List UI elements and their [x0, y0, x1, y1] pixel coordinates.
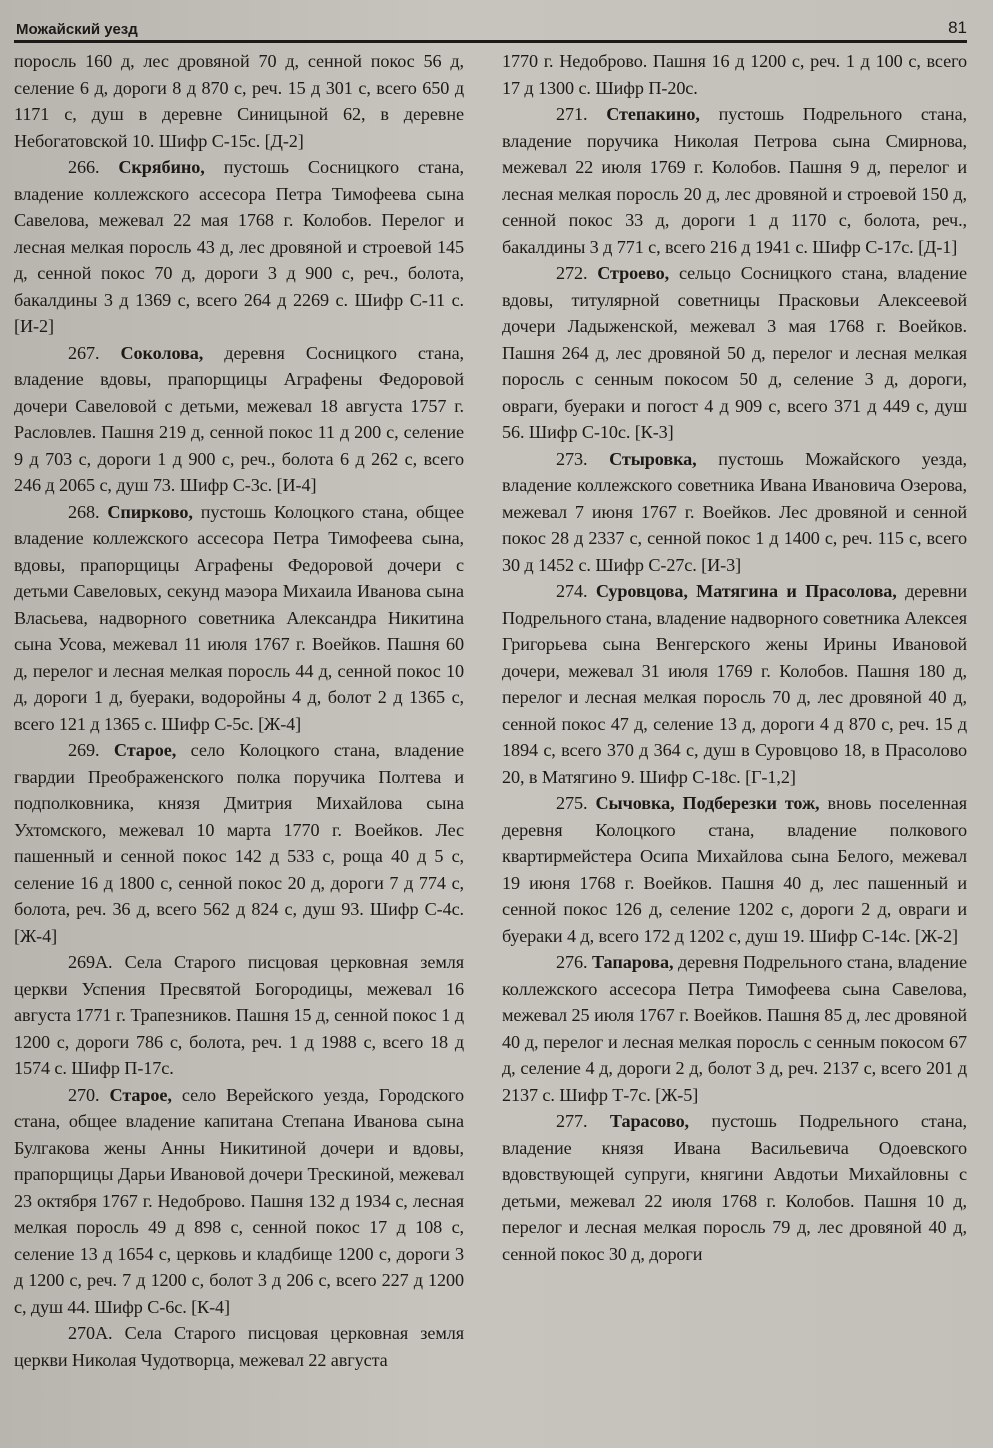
entry-text: пустошь Можайского уезда, владение коллежского советника Ивана Ивановича Озерова, межевал 7 июня 1767 г. Воейков. Лес дровяной и сенной покос 28 д 2337 с, сенной покос 1 д 1400 с, реч. 115 с, всего 30 д 1452 с. Шифр С-27с. [И-3]	[502, 448, 967, 575]
catalog-entry	[502, 578, 967, 790]
entry-name: Соколова,	[120, 342, 204, 363]
entry-text: 1770 г. Недоброво. Пашня 16 д 1200 с, реч. 1 д 100 с, всего 17 д 1300 с. Шифр П-20с.	[502, 51, 967, 98]
catalog-entry	[502, 1108, 967, 1267]
entry-number: 277.	[556, 1111, 588, 1131]
continued-text	[502, 48, 967, 101]
entry-name: Степакино,	[606, 104, 700, 124]
catalog-entry	[14, 949, 464, 1082]
right-column	[502, 48, 967, 1373]
page-number: 81	[948, 18, 967, 37]
entry-number: 267.	[68, 342, 100, 363]
entry-name: Сычовка, Подберезки тож,	[595, 793, 820, 813]
text-columns	[14, 48, 967, 1373]
page-header	[14, 12, 967, 43]
entry-number: 276.	[556, 952, 588, 972]
entry-name: Тапарова,	[591, 952, 674, 972]
entry-text: пустошь Подрельного стана, владение поручика Николая Петрова сына Смирнова, межевал 22 июля 1769 г. Колобов. Пашня 9 д, перелог и лесная мелкая поросль 20 д, лес дровяной и строевой 150 д, сенной покос 33 д, дороги 1 д 1170 с, болота, реч., бакалдины 3 д 771 с, всего 216 д 1941 с. Шифр С-17с. [Д-1]	[502, 104, 967, 257]
catalog-entry	[14, 499, 464, 738]
catalog-entry	[502, 949, 967, 1108]
entry-text: село Колоцкого стана, владение гвардии Преображенского полка поручика Полтева и подполковника, князя Дмитрия Михайлова сына Ухтомского, межевал 10 марта 1770 г. Воейков. Лес пашенный и сенной покос 142 д 533 с, роща 40 д 5 с, селение 16 д 1800 с, сенной покос 20 д, дороги 7 д 774 с, болота, реч. 36 д, всего 562 д 824 с, душ 93. Шифр С-4с. [Ж-4]	[14, 740, 464, 946]
entry-name: Спирково,	[107, 501, 193, 522]
entry-text: Села Старого писцовая церковная земля церкви Николая Чудотворца, межевал 22 августа	[14, 1323, 464, 1370]
entry-text: пустошь Подрельного стана, владение князя Ивана Васильевича Одоевского вдовствующей супруги, княгини Авдотьи Михайловны с детьми, межевал 22 июля 1768 г. Колобов. Пашня 10 д, перелог и лесная мелкая поросль 79 д, лес дровяной 40 д, сенной покос 30 д, дороги	[502, 1111, 967, 1264]
entry-text: пустошь Колоцкого стана, общее владение коллежского ассесора Петра Тимофеева сына, вдовы, прапорщицы Аграфены Федоровой дочери с детьми Савеловых, секунд маэора Михаила Иванова сына Власьева, надворного советника Александра Никитина сына Усова, межевал 11 июля 1767 г. Воейков. Пашня 60 д, перелог и лесная мелкая поросль 44 д, сенной покос 10 д, дороги 1 д, буераки, водоройны 4 д, болот 2 д 1365 с, всего 121 д 1365 с. Шифр С-5с. [Ж-4]	[14, 501, 464, 734]
entry-number: 269А.	[68, 952, 113, 972]
entry-number: 275.	[556, 793, 588, 813]
entry-name: Строево,	[597, 263, 670, 283]
entry-name: Старое,	[113, 740, 177, 760]
entry-number: 268.	[68, 501, 100, 522]
left-column	[14, 48, 464, 1373]
catalog-entry	[14, 1082, 464, 1321]
entry-text: деревни Подрельного стана, владение надворного советника Алексея Григорьева сына Венгерского жены Ирины Ивановой дочери, межевал 31 июля 1769 г. Колобов. Пашня 180 д, перелог и лесная мелкая поросль 70 д, лес дровяной 40 д, сенной покос 47 д, селение 13 д, дороги 4 д 870 с, реч. 15 д 1894 с, всего 370 д 364 с, душ в Суровцово 18, в Прасолово 20, в Матягино 9. Шифр С-18с. [Г-1,2]	[502, 581, 968, 787]
entry-name: Скрябино,	[118, 157, 205, 177]
catalog-entry	[502, 446, 967, 579]
catalog-entry	[14, 340, 464, 499]
entry-number: 271.	[556, 104, 588, 124]
entry-text: деревня Сосницкого стана, владение вдовы, прапорщицы Аграфены Федоровой дочери Савеловой с детьми, межевал 18 августа 1757 г. Расловлев. Пашня 219 д, сенной покос 11 д 200 с, селение 9 д 703 с, дороги 1 д 900 с, реч., болота 6 д 262 с, всего 246 д 2065 с, душ 73. Шифр С-3с. [И-4]	[14, 342, 465, 495]
catalog-entry	[502, 790, 967, 949]
catalog-entry	[502, 101, 967, 260]
entry-text: село Верейского уезда, Городского стана, общее владение капитана Степана Иванова сына Булгакова жены Анны Никитиной дочери и вдовы, прапорщицы Дарьи Ивановой дочери Трескиной, межевал 23 октября 1767 г. Недоброво. Пашня 132 д 1934 с, лесная мелкая поросль 49 д 898 с, сенной покос 17 д 108 с, селение 13 д 1654 с, церковь и кладбище 1200 с, дороги 3 д 1200 с, реч. 7 д 1200 с, болот 3 д 206 с, всего 227 д 1200 с, душ 44. Шифр С-6с. [К-4]	[14, 1084, 464, 1317]
continued-text	[14, 48, 464, 154]
entry-name: Стыровка,	[609, 448, 697, 469]
entry-number: 273.	[556, 448, 588, 469]
entry-name: Тарасово,	[609, 1111, 690, 1131]
entry-number: 270А.	[68, 1323, 113, 1343]
entry-name: Суровцова, Матягина и Прасолова,	[595, 581, 897, 601]
entry-text: Села Старого писцовая церковная земля церкви Успения Пресвятой Богородицы, межевал 16 августа 1771 г. Трапезников. Пашня 15 д, сенной покос 1 д 1200 с, дороги 786 с, болота, реч. 1 д 1988 с, всего 18 д 1574 с. Шифр П-17с.	[14, 952, 464, 1078]
catalog-entry	[502, 260, 967, 446]
entry-text: пустошь Сосницкого стана, владение коллежского ассесора Петра Тимофеева сына Савелова, межевал 22 мая 1768 г. Колобов. Перелог и лесная мелкая поросль 43 д, лес дровяной и строевой 145 д, сенной покос 70 д, дороги 3 д 900 с, реч., болота, бакалдины 3 д 1369 с, всего 264 д 2269 с. Шифр С-11 с. [И-2]	[14, 157, 464, 336]
entry-number: 272.	[556, 263, 588, 283]
entry-number: 274.	[556, 581, 588, 601]
running-head: Можайский уезд	[16, 21, 138, 38]
catalog-entry	[14, 737, 464, 949]
entry-name: Старое,	[109, 1084, 172, 1105]
entry-number: 269.	[68, 740, 100, 760]
entry-text: деревня Подрельного стана, владение коллежского ассесора Петра Тимофеева сына Савелова, межевал 25 июля 1767 г. Воейков. Пашня 85 д, лес дровяной 40 д, перелог и лесная мелкая поросль с сенным покосом 67 д, селение 4 д, дороги 2 д, болот 3 д, реч. 2137 с, всего 201 д 2137 с. Шифр Т-7с. [Ж-5]	[502, 952, 968, 1105]
entry-number: 266.	[68, 157, 100, 177]
entry-number: 270.	[68, 1084, 100, 1105]
entry-text: сельцо Сосницкого стана, владение вдовы, титулярной советницы Прасковьи Алексеевой дочери Ладыженской, межевал 3 мая 1768 г. Воейков. Пашня 264 д, лес дровяной 50 д, перелог и лесная мелкая поросль с сенным покосом 50 д, селение 3 д, дороги, овраги, буераки и погост 4 д 909 с, всего 371 д 449 с, душ 56. Шифр С-10с. [К-3]	[502, 263, 967, 442]
entry-text: поросль 160 д, лес дровяной 70 д, сенной покос 56 д, селение 6 д, дороги 8 д 870 с, реч. 15 д 301 с, всего 650 д 1171 с, душ в деревне Синицыной 62, в деревне Небогатовской 10. Шифр С-15с. [Д-2]	[14, 51, 464, 151]
entry-text: вновь поселенная деревня Колоцкого стана, владение полкового квартирмейстера Осипа Михайлова сына Белого, межевал 19 июня 1768 г. Воейков. Пашня 40 д, лес пашенный и сенной покос 126 д, селение 1202 с, дороги 2 д, овраги и буераки 4 д, всего 172 д 1202 с, душ 19. Шифр С-14с. [Ж-2]	[502, 793, 967, 946]
catalog-entry	[14, 154, 464, 340]
catalog-entry	[14, 1320, 464, 1373]
